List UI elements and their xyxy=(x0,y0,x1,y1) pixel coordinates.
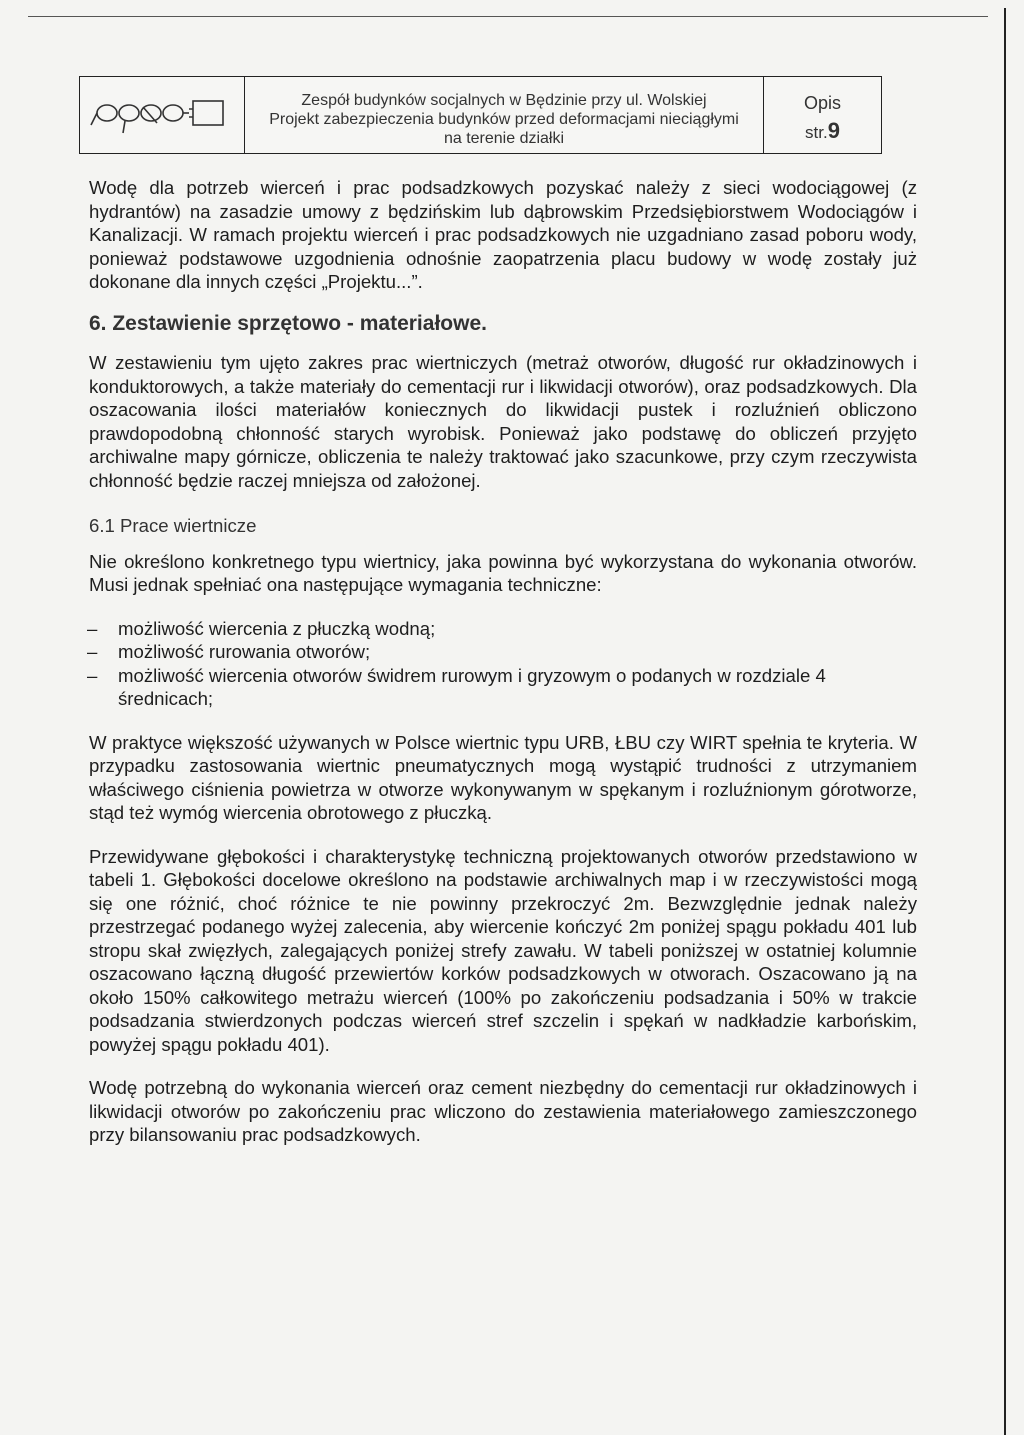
depth-paragraph: Przewidywane głębokości i charakterystykę techniczną projektowanych otworów przedstawiono w tabeli 1. Głębokości docelowe określono na podstawie archiwalnych map i w rzeczywistości mogą się one różnić, choć różnice te nie powinny przekroczyć 2m. Bezwzględnie jednak należy przestrzegać podanego wyżej zalecenia, aby wiercenie kończyć 2m poniżej spągu pokładu 401 lub stropu skał zwięzłych, zalegających poniżej strefy zawału. W tabeli poniższej w ostatniej kolumnie oszacowano łączną długość przewiertów korków podsadzkowych w otworach. Oszacowano ją na około 150% całkowitego metrażu wierceń (100% po zakończeniu podsadzania i 50% w trakcie podsadzania stwierdzonych podczas wierceń stref szczelin i spękań w nadkładzie karbońskim, powyżej spągu pokładu 401). xyxy=(89,845,917,1055)
section-6-heading: 6. Zestawienie sprzętowo - materiałowe. xyxy=(89,311,487,335)
header-title-line-1: Zespół budynków socjalnych w Będzinie przy ul. Wolskiej xyxy=(301,92,707,109)
header-title-line-3: na terenie działki xyxy=(443,130,565,147)
section-6-paragraph: W zestawieniu tym ujęto zakres prac wiertniczych (metraż otworów, długość rur okładzinowych i konduktorowych, a także materiały do cementacji rur i likwidacji otworów), oraz podsadzkowych. Dla oszacowania ilości materiałów koniecznych do likwidacji pustek i rozluźnień obliczono prawdopodobną chłonność starych wyrobisk. Ponieważ jako podstawę do obliczeń przyjęto archiwalne mapy górnicze, obliczenia te należy traktować jako szacunkowe, przy czym rzeczywista chłonność będzie raczej mniejsza od założonej. xyxy=(89,352,917,491)
page-number: 9 xyxy=(827,118,840,143)
requirement-text: możliwość rurowania otworów; xyxy=(118,641,371,662)
water-paragraph: Wodę potrzebną do wykonania wierceń oraz cement niezbędny do cementacji rur okładzinowych i likwidacji otworów po zakończeniu prac wliczono do zestawienia materiałowego zamieszczonego przy bilansowaniu prac podsadzkowych. xyxy=(89,1077,917,1145)
requirement-text: możliwość wiercenia z płuczką wodną; xyxy=(118,617,436,639)
company-logo xyxy=(80,77,245,153)
right-edge-rule xyxy=(1004,8,1006,1435)
dash-bullet: – xyxy=(87,641,98,662)
list-item xyxy=(89,640,917,664)
header-title xyxy=(245,77,764,153)
intro-paragraph: Wodę dla potrzeb wierceń i prac podsadzkowych pozyskać należy z sieci wodociągowej (z hydrantów) na zasadzie umowy z będzińskim lub dąbrowskim Przedsiębiorstwem Wodociągów i Kanalizacji. W ramach projektu wierceń i prac podsadzkowych nie uzgadniano zasad poboru wody, ponieważ podstawowe uzgodnienia odnośnie zaopatrzenia placu budowy w wodę zostały już dokonane dla innych części „Projektu...”. xyxy=(89,177,917,292)
company-logo-icon xyxy=(87,93,237,137)
document-body xyxy=(89,176,917,1147)
header-title-line-2: Projekt zabezpieczenia budynków przed deformacjami nieciągłymi xyxy=(269,111,739,128)
list-item xyxy=(89,664,917,711)
document-header xyxy=(79,76,882,154)
section-6-1-paragraph: Nie określono konkretnego typu wiertnicy, jaka powinna być wykorzystana do wykonania otworów. Musi jednak spełniać ona następujące wymagania techniczne: xyxy=(89,550,917,595)
page-prefix: str. xyxy=(805,123,828,142)
dash-bullet: – xyxy=(87,664,98,686)
top-rule xyxy=(28,16,988,17)
requirement-text: możliwość wiercenia otworów świdrem rurowym i gryzowym o podanych w rozdziale 4 średnicach; xyxy=(118,664,826,709)
section-6-1-heading: 6.1 Prace wiertnicze xyxy=(89,515,257,536)
list-item xyxy=(89,617,917,641)
section-label: Opis xyxy=(803,93,841,113)
requirements-list xyxy=(89,617,917,711)
page-number-label xyxy=(764,118,881,144)
header-page-info xyxy=(764,77,881,153)
dash-bullet: – xyxy=(87,617,98,639)
practice-paragraph: W praktyce większość używanych w Polsce wiertnic typu URB, ŁBU czy WIRT spełnia te kryteria. W przypadku zastosowania wiertnic pneumatycznych mogą wystąpić trudności z utrzymaniem właściwego ciśnienia powietrza w otworze wykonywanym w spękanym i rozluźnionym górotworze, stąd też wymóg wiercenia obrotowego z płuczką. xyxy=(89,731,917,823)
